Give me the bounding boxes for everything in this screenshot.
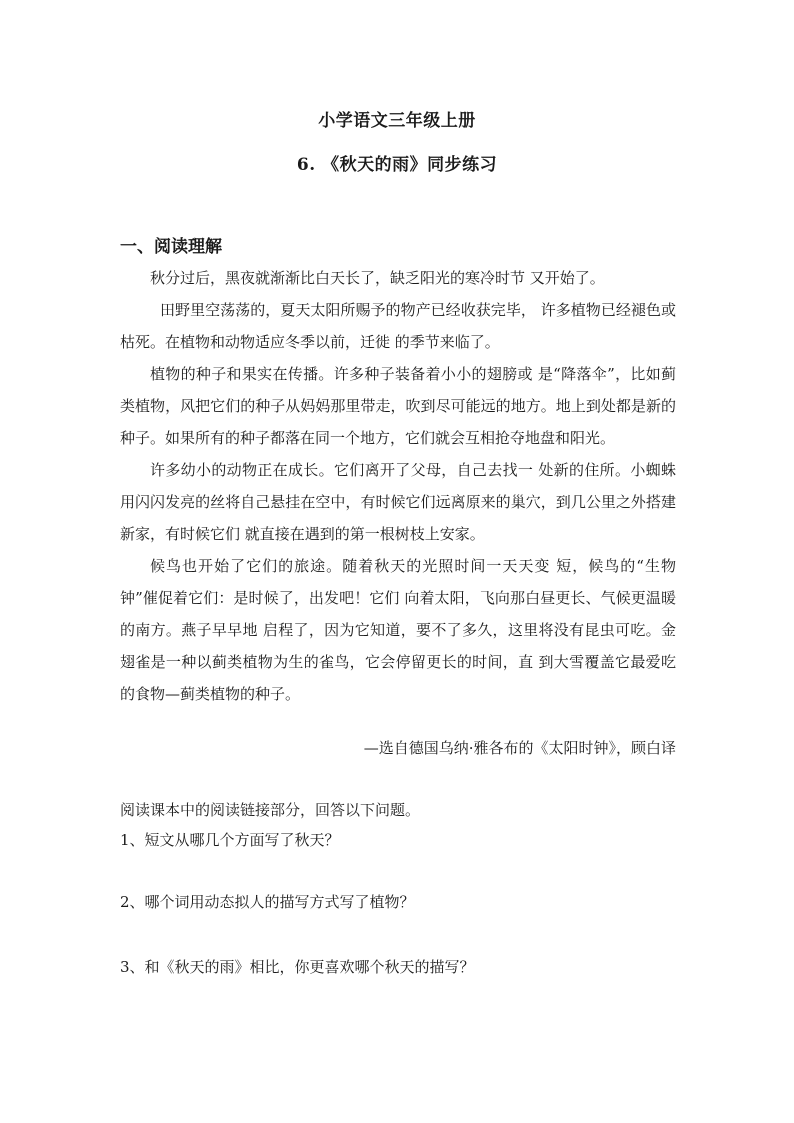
passage-paragraph: 植物的种子和果实在传播。许多种子装备着小小的翅膀或 是“降落伞”，比如蓟类植物，风把它们的种子从妈妈那里带走，吹到尽可能远的地方。地上到处都是新的种子。如果所有的种子都落在同一个地方，它们就会互相抢夺地盘和阳光。 [120, 365, 676, 447]
passage-paragraph: 田野里空荡荡的，夏天太阳所赐予的物产已经收获完毕， 许多植物已经褪色或枯死。在植物和动物适应冬季以前，迁徙 的季节来临了。 [120, 301, 676, 351]
lesson-title: 6. 《秋天的雨》同步练习 [296, 155, 498, 175]
passage-paragraph: 秋分过后，黑夜就渐渐比白天长了，缺乏阳光的寒冷时节 又开始了。 [150, 269, 605, 287]
passage-source: —选自德国乌纳·雅各布的《太阳时钟》，顾白译 [363, 739, 676, 757]
section-heading: 一、阅读理解 [120, 237, 222, 257]
question-item: 1、短文从哪几个方面写了秋天？ [120, 831, 340, 849]
questions-intro: 阅读课本中的阅读链接部分，回答以下问题。 [120, 801, 421, 819]
passage-paragraph: 许多幼小的动物正在成长。它们离开了父母，自己去找一 处新的住所。小蜘蛛用闪闪发亮的丝将自己悬挂在空中，有时候它们远离原来的巢穴，到几公里之外搭建新家，有时候它们 就直接在遇到的第一根树枝上安家。 [120, 461, 676, 543]
passage-paragraph: 候鸟也开始了它们的旅途。随着秋天的光照时间一天天变 短，候鸟的“生物钟”催促着它们：是时候了，出发吧！它们 向着太阳，飞向那白昼更长、气候更温暖的南方。燕子早早地 启程了，因为它知道，要不了多久，这里将没有昆虫可吃。金 翅雀是一种以蓟类植物为生的雀鸟，它会停留更长的时间，直 到大雪覆盖它最爱吃的食物—蓟类植物的种子。 [120, 557, 676, 703]
reading-passage [120, 262, 676, 710]
question-item: 3、和《秋天的雨》相比，你更喜欢哪个秋天的描写？ [120, 958, 475, 976]
question-item: 2、哪个词用动态拟人的描写方式写了植物？ [120, 893, 415, 911]
document-title: 小学语文三年级上册 [318, 111, 476, 131]
